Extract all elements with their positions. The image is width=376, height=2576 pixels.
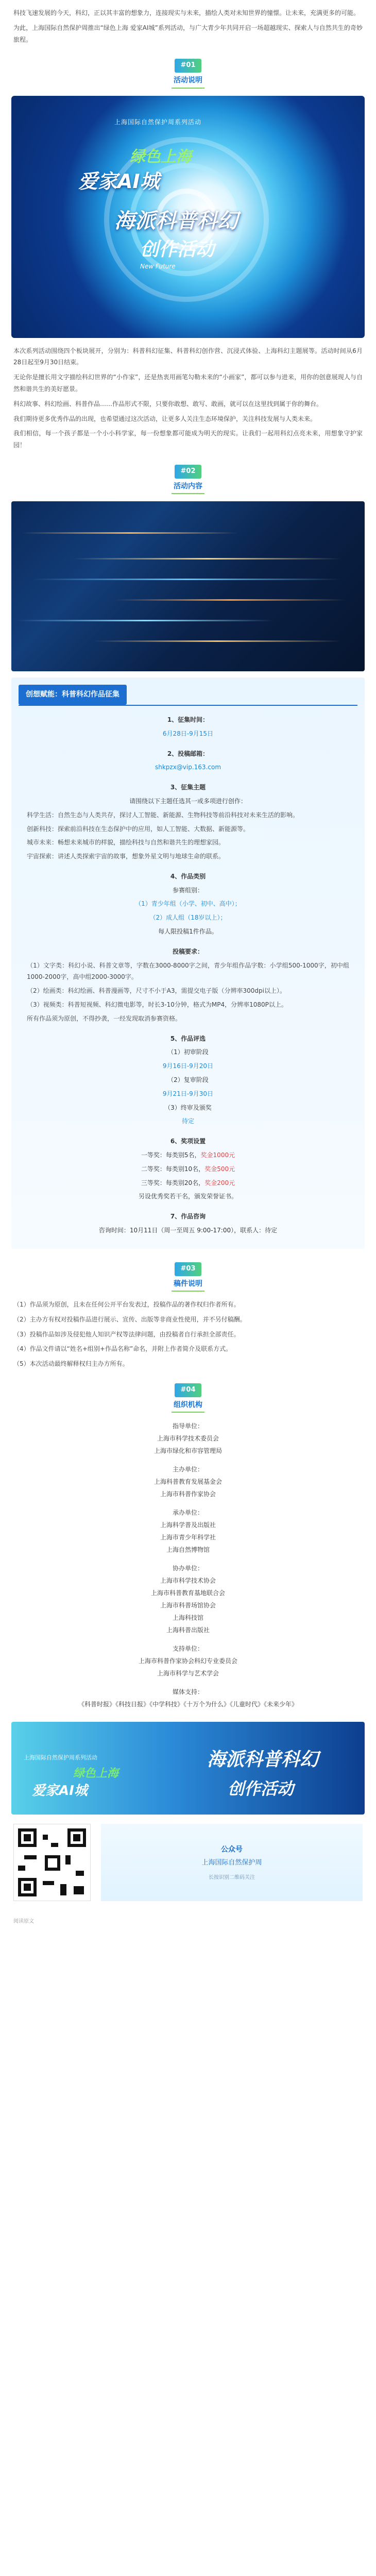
process-step: （3）终审及颁奖: [164, 1104, 212, 1111]
section-title: 组织机构: [172, 1398, 204, 1413]
qr-account-name: 上海国际自然保护周: [201, 1858, 262, 1867]
process-step: （2）复审阶段: [167, 1076, 209, 1084]
contact-info: 咨询时间：10月11日（周一至周五 9:00-17:00），联系人：待定: [98, 1227, 278, 1234]
intro-paragraph-2: 为此，上海国际自然保护周推出“绿色上海 爱家AI城”系列活动，与广大青少年共同开启一场超越现实、探索人与自然共生的奇妙旅程。: [13, 24, 363, 43]
org-item: 上海市科普场馆协会: [160, 1602, 216, 1609]
group-item: 每人限投稿1件作品。: [158, 928, 218, 936]
org-item: 上海市科学技术委员会: [157, 1435, 219, 1443]
section-title: 活动说明: [172, 74, 204, 89]
org-item: 上海市青少年科学社: [160, 1534, 216, 1541]
read-original-link[interactable]: 阅读原文: [13, 1919, 34, 1925]
org-role: 主办单位：: [172, 1466, 203, 1473]
process-title: 5、作品评选: [170, 1035, 206, 1042]
process-date: 待定: [181, 1117, 194, 1125]
section-number: #04: [175, 1383, 202, 1397]
group-title: 4、作品类别: [170, 872, 206, 880]
section-number: #02: [175, 465, 202, 479]
org-role: 协办单位：: [172, 1565, 203, 1572]
footer-caption: 上海国际自然保护周系列活动: [24, 1754, 97, 1761]
org-item: 上海科技馆: [172, 1614, 203, 1622]
process-date: 9月21日-9月30日: [162, 1090, 214, 1097]
org-item: 上海科普出版社: [166, 1626, 210, 1634]
qr-code-image[interactable]: [13, 1824, 91, 1901]
org-role: 媒体支持：: [172, 1688, 203, 1696]
footer-main-title: 海派科普科幻: [207, 1749, 319, 1771]
footer-sub-title: 创作活动: [228, 1779, 294, 1799]
req-item: （3）视频类：科普短视频、科幻微电影等，时长3-10分钟，格式为MP4，分辨率1080P以上。: [27, 1001, 287, 1009]
qr-info-panel: [101, 1824, 363, 1901]
theme-item: 科学生活：自然生态与人类共存，探讨人工智能、新能源、生物科技等前沿科技对未来生活的影响。: [27, 811, 299, 819]
qr-title: 公众号: [221, 1845, 243, 1854]
hero-green-title: 绿色上海: [130, 147, 192, 166]
org-item: 上海市科学与艺术学会: [157, 1670, 219, 1677]
contact-title: 7、作品咨询: [170, 1213, 206, 1221]
hero-caption: 上海国际自然保护周系列活动: [114, 118, 202, 126]
hero-sub-title: 创作活动: [140, 239, 215, 260]
time-value: 6月28日-9月15日: [162, 730, 214, 737]
contest-card: [11, 677, 365, 1248]
hero-tagline: New Future: [140, 262, 176, 270]
process-step: （1）初审阶段: [167, 1048, 209, 1056]
theme-title: 3、征集主题: [170, 784, 206, 791]
contest-header: 创想赋能：科普科幻作品征集: [19, 685, 127, 705]
org-item: 上海市科普作家协会科幻专业委员会: [138, 1657, 237, 1665]
theme-item: 宇宙探索：讲述人类探索宇宙的故事，想象外星文明与地球生命的联系。: [27, 853, 225, 860]
section-number: #01: [175, 59, 202, 73]
desc-paragraph-4: 我们期待更多优秀作品的出现，也希望通过这次活动，让更多人关注生态环境保护，关注科技发展与人类未来。: [13, 415, 317, 422]
manuscript-item: （5）本次活动最终解释权归主办方所有。: [13, 1360, 129, 1368]
req-note: 所有作品须为原创，不得抄袭，一经发现取消参赛资格。: [27, 1014, 182, 1022]
manuscript-item: （1）作品须为原创，且未在任何公开平台发表过，投稿作品的著作权归作者所有。: [13, 1301, 240, 1309]
time-title: 1、征集时间：: [167, 716, 209, 723]
qr-section: [13, 1824, 363, 1901]
prize-row: 二等奖：每类别10名，奖金500元: [141, 1165, 235, 1173]
manuscript-item: （3）投稿作品如涉及侵犯他人知识产权等法律问题，由投稿者自行承担全部责任。: [13, 1330, 240, 1338]
req-item: （1）文字类：科幻小说、科普文章等，字数在3000-8000字之间，青少年组作品字数：小学组500-1000字，初中组1000-2000字，高中组2000-3000字。: [27, 961, 349, 981]
org-item: 上海市绿化和市容管理局: [153, 1447, 222, 1455]
org-item: 上海自然博物馆: [166, 1546, 210, 1554]
section-header-3: [0, 1262, 376, 1292]
section-header-1: [0, 59, 376, 88]
org-item: 上海科学普及出版社: [160, 1521, 216, 1529]
tech-image: [11, 501, 365, 671]
theme-item: 城市未来：畅想未来城市的样貌，描绘科技与自然和谐共生的理想家园。: [27, 839, 225, 846]
hero-main-title: 海派科普科幻: [114, 209, 238, 233]
hero-ai-title: 爱家AI城: [78, 170, 160, 193]
desc-paragraph-3: 科幻故事、科幻绘画、科普作品……作品形式不限，只要你敢想、敢写、敢画，就可以在这里找到属于你的舞台。: [13, 400, 323, 408]
section-title: 活动内容: [172, 480, 204, 495]
group-item: 参赛组别：: [172, 886, 203, 894]
organizer-list: [0, 1420, 376, 1710]
theme-item: 创新科技：探索前沿科技在生态保护中的应用，如人工智能、大数据、新能源等。: [27, 825, 250, 833]
footer-banner: [11, 1722, 365, 1815]
org-item: 上海市科普作家协会: [160, 1490, 216, 1498]
prize-title: 6、奖项设置: [170, 1138, 206, 1145]
intro-paragraph-1: 科技飞速发展的今天，科幻，正以其丰富的想象力，连接现实与未来，描绘人类对未知世界的憧憬。让未来，充满更多的可能。: [13, 9, 360, 16]
mail-title: 2、投稿邮箱：: [167, 750, 209, 757]
group-item: （2）成人组（18岁以上）；: [149, 914, 227, 922]
prize-row: 三等奖：每类别20名，奖金200元: [141, 1179, 235, 1187]
org-item: 上海市科学技术协会: [160, 1577, 216, 1585]
footer-green-title: 绿色上海: [73, 1767, 119, 1781]
theme-intro: 请围绕以下主题任选其一或多项进行创作：: [129, 797, 247, 805]
process-date: 9月16日-9月20日: [162, 1062, 214, 1070]
org-item: 上海市科普教育基地联合会: [150, 1589, 225, 1597]
hero-banner: [11, 96, 365, 338]
org-role: 支持单位：: [172, 1645, 203, 1653]
section-header-2: [0, 465, 376, 494]
group-item: （1）青少年组（小学、初中、高中）；: [135, 900, 241, 908]
org-item: 上海科普教育发展基金会: [153, 1478, 222, 1486]
prize-note: 另设优秀奖若干名，颁发荣誉证书。: [138, 1193, 237, 1200]
prize-row: 一等奖：每类别5名，奖金1000元: [141, 1151, 235, 1159]
desc-paragraph-5: 我们相信，每一个孩子都是一个小小科学家，每一份想象都可能成为明天的现实。让我们一起用科幻点亮未来，用想象守护家园！: [13, 430, 363, 449]
org-role: 承办单位：: [172, 1509, 203, 1517]
footer-ai-title: 爱家AI城: [32, 1783, 88, 1799]
qr-hint: 长按识别二维码关注: [209, 1874, 255, 1880]
desc-paragraph-1: 本次系列活动围绕四个板块展开，分别为：科普科幻征集、科普科幻创作营、沉浸式体验、上海科幻主题展等。活动时间从6月28日起至9月30日结束。: [13, 347, 363, 366]
org-role: 指导单位：: [172, 1422, 203, 1430]
desc-paragraph-2: 无论你是擅长用文字描绘科幻世界的“小作家”，还是热衷用画笔勾勒未来的“小画家”，都可以参与进来，用你的创意展现人与自然和谐共生的美好愿景。: [13, 374, 363, 393]
media-list: 《科普时报》《科技日报》《中学科技》《十万个为什么》《儿童时代》《未来少年》: [78, 1701, 298, 1708]
req-title: 投稿要求：: [172, 947, 203, 955]
section-number: #03: [175, 1262, 202, 1276]
req-item: （2）绘画类：科幻绘画、科普漫画等，尺寸不小于A3，需提交电子版（分辨率300dpi以上）。: [27, 987, 286, 995]
section-header-4: [0, 1383, 376, 1413]
manuscript-item: （2）主办方有权对投稿作品进行展示、宣传、出版等非商业性使用，并不另付稿酬。: [13, 1315, 246, 1323]
mail-link[interactable]: shkpzx@vip.163.com: [155, 764, 221, 771]
manuscript-item: （4）作品文件请以“姓名+组别+作品名称”命名，并附上作者简介及联系方式。: [13, 1345, 232, 1353]
section-title: 稿件说明: [172, 1277, 204, 1292]
